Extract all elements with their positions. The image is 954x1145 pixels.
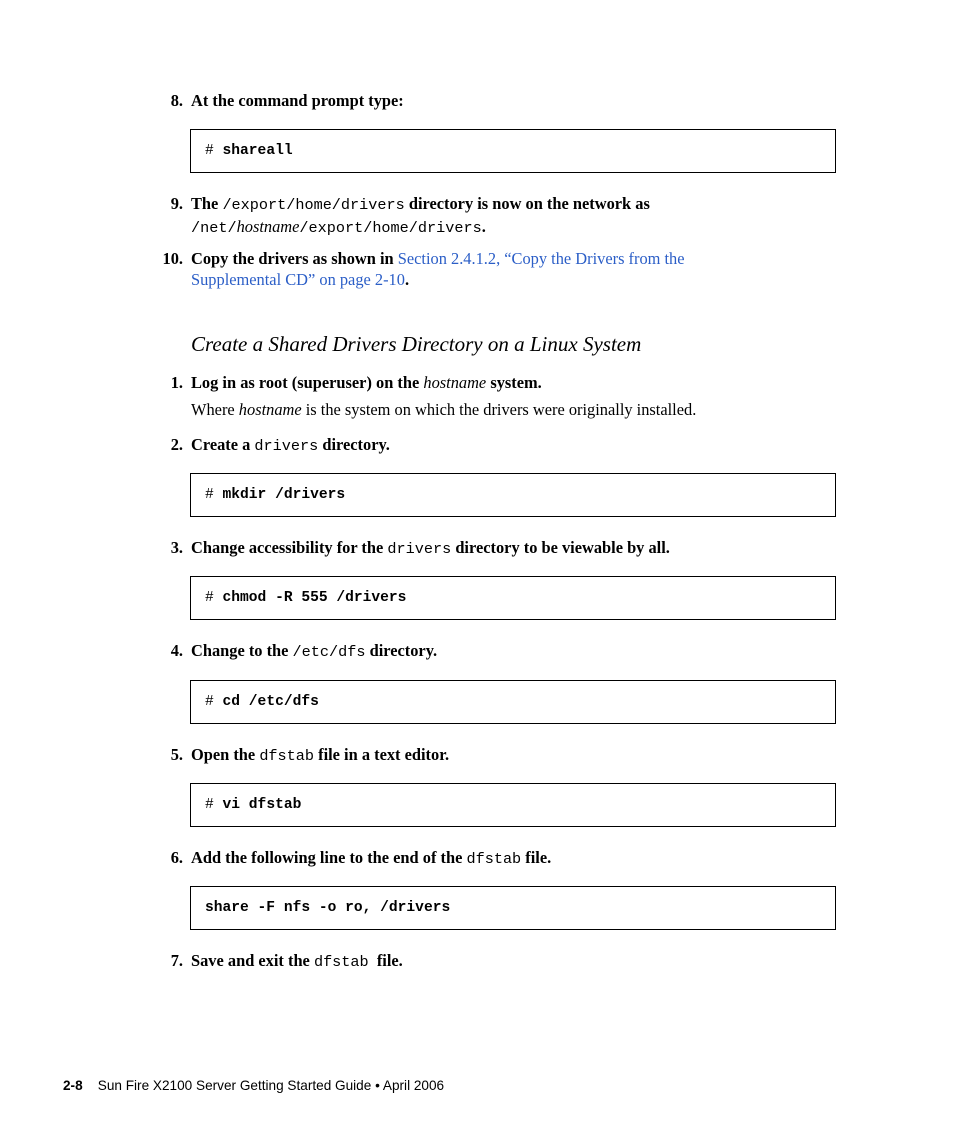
step-1 bbox=[150, 372, 840, 393]
step-text bbox=[191, 640, 840, 663]
prompt: # bbox=[205, 590, 214, 606]
section-link[interactable]: Section 2.4.1.2, “Copy the Drivers from the Supplemental CD” on page 2-10 bbox=[191, 249, 685, 289]
step-text bbox=[191, 847, 840, 870]
command: cd /etc/dfs bbox=[222, 694, 319, 710]
code-path: /export/home/drivers bbox=[222, 196, 405, 214]
step-5 bbox=[150, 744, 840, 767]
prompt: # bbox=[205, 694, 214, 710]
code-path: dfstab bbox=[313, 953, 369, 971]
command: share -F nfs -o ro, /drivers bbox=[205, 900, 451, 916]
code-block-mkdir bbox=[190, 473, 836, 517]
step-text bbox=[191, 434, 840, 457]
step-8 bbox=[150, 90, 840, 111]
step-number: 6. bbox=[170, 848, 183, 867]
page-number: 2-8 bbox=[63, 1078, 83, 1093]
hostname-variable: hostname bbox=[423, 373, 487, 392]
command: mkdir /drivers bbox=[222, 487, 346, 503]
command: shareall bbox=[222, 143, 293, 159]
text: . bbox=[404, 270, 410, 289]
step-number: 5. bbox=[170, 745, 183, 764]
step-text bbox=[191, 744, 840, 767]
text: Change to the bbox=[191, 641, 289, 660]
hostname-variable: hostname bbox=[236, 217, 300, 236]
code-path: /export/home/drivers bbox=[299, 219, 482, 237]
step-number: 7. bbox=[170, 951, 183, 970]
prompt: # bbox=[205, 143, 214, 159]
code-path: dfstab bbox=[466, 850, 522, 868]
footer-date: April 2006 bbox=[382, 1078, 445, 1093]
step-4 bbox=[150, 640, 840, 663]
text: is the system on which the drivers were originally installed. bbox=[305, 400, 697, 419]
step-number: 10. bbox=[162, 249, 183, 268]
command: vi dfstab bbox=[222, 797, 302, 813]
step-text bbox=[191, 537, 840, 560]
text: Open the bbox=[191, 745, 256, 764]
step-text bbox=[191, 193, 840, 239]
code-block-shareall bbox=[190, 129, 836, 173]
text: directory. bbox=[369, 641, 438, 660]
code-block-share-line bbox=[190, 886, 836, 930]
step-number: 8. bbox=[170, 91, 183, 110]
step-7 bbox=[150, 950, 840, 973]
text: file in a text editor. bbox=[318, 745, 450, 764]
step-6 bbox=[150, 847, 840, 870]
guide-title: Sun Fire X2100 Server Getting Started Guide bbox=[97, 1078, 372, 1093]
step-1-note bbox=[191, 399, 841, 420]
code-block-chmod bbox=[190, 576, 836, 620]
text: Where bbox=[191, 400, 235, 419]
step-number: 3. bbox=[170, 538, 183, 557]
prompt: # bbox=[205, 797, 214, 813]
footer-separator: • bbox=[375, 1078, 380, 1093]
step-text bbox=[191, 950, 840, 973]
step-10 bbox=[150, 248, 840, 290]
command: chmod -R 555 /drivers bbox=[222, 590, 407, 606]
step-text bbox=[191, 372, 840, 393]
text: Log in as root (superuser) on the bbox=[191, 373, 420, 392]
code-path: drivers bbox=[254, 437, 319, 455]
step-text: At the command prompt type: bbox=[191, 91, 404, 110]
code-block-vi bbox=[190, 783, 836, 827]
text: The bbox=[191, 194, 219, 213]
text: Copy the drivers as shown in bbox=[191, 249, 394, 268]
step-2 bbox=[150, 434, 840, 457]
step-number: 1. bbox=[170, 373, 183, 392]
code-path: /net/ bbox=[191, 219, 237, 237]
text: Create a bbox=[191, 435, 251, 454]
text: Save and exit the bbox=[191, 951, 310, 970]
step-number: 2. bbox=[170, 435, 183, 454]
text: Change accessibility for the bbox=[191, 538, 384, 557]
text: . bbox=[481, 217, 486, 236]
text: system. bbox=[490, 373, 542, 392]
hostname-variable: hostname bbox=[238, 400, 302, 419]
code-path: dfstab bbox=[259, 747, 314, 765]
prompt: # bbox=[205, 487, 214, 503]
step-number: 4. bbox=[170, 641, 183, 660]
page-footer bbox=[63, 1078, 444, 1093]
step-number: 9. bbox=[170, 194, 183, 213]
text: directory. bbox=[322, 435, 390, 454]
text: file. bbox=[525, 848, 552, 867]
text: directory to be viewable by all. bbox=[455, 538, 670, 557]
code-path: /etc/dfs bbox=[292, 643, 366, 661]
step-9 bbox=[150, 193, 840, 239]
text: Add the following line to the end of the bbox=[191, 848, 463, 867]
text: directory is now on the network as bbox=[408, 194, 650, 213]
code-block-cd bbox=[190, 680, 836, 724]
section-heading: Create a Shared Drivers Directory on a Linux System bbox=[191, 332, 642, 356]
code-path: drivers bbox=[387, 540, 452, 558]
step-text bbox=[191, 248, 771, 290]
step-3 bbox=[150, 537, 840, 560]
text: file. bbox=[376, 951, 403, 970]
